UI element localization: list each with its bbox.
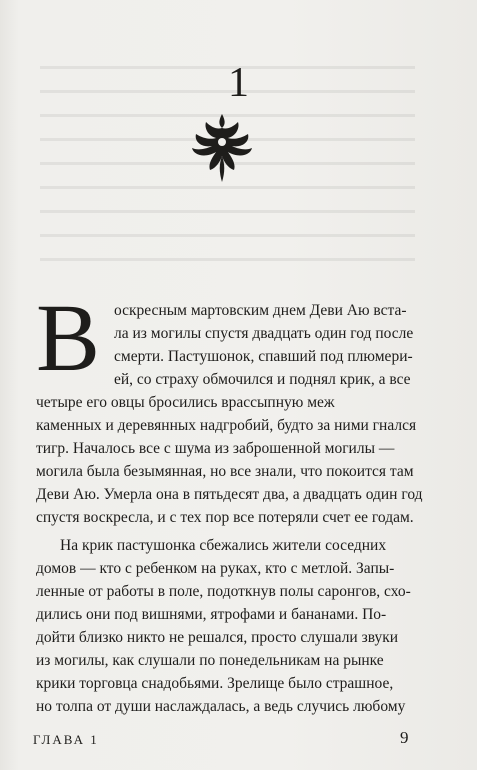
text-line: могила была безымянная, но все знали, что покоится там: [36, 463, 414, 480]
page-number: 9: [400, 728, 409, 747]
text-line: дойти близко никто не решался, просто слушали звуки: [36, 629, 399, 646]
text-line: дились они под вишнями, ятрофами и бананами. По-: [36, 606, 387, 623]
text-line: но толпа от души наслаждалась, а ведь случись любому: [36, 698, 406, 715]
running-footer: ГЛАВА 1: [33, 732, 99, 747]
text-line: домов — кто с ребенком на руках, кто с метлой. Запы-: [36, 560, 395, 577]
text-line: ла из могилы спустя двадцать один год после: [114, 325, 414, 342]
text-line: ленные от работы в поле, подоткнув полы саронгов, схо-: [36, 583, 411, 600]
text-line: смерти. Пастушонок, спавший под плюмери-: [114, 348, 413, 365]
text-line: Деви Аю. Умерла она в пятьдесят два, а двадцать один год: [36, 486, 423, 503]
text-line: из могилы, как слушали по понедельникам на рынке: [36, 652, 384, 669]
text-line: четыре его овцы бросились врассыпную меж: [36, 394, 335, 411]
damask-fleur-ornament-icon: [186, 112, 258, 184]
text-line: крики торговца снадобьями. Зрелище было страшное,: [36, 675, 394, 692]
text-line: тигр. Началось все с шума из заброшенной могилы —: [36, 440, 395, 457]
text-line: ей, со страху обмочился и поднял крик, а все: [114, 371, 411, 388]
text-line: спустя воскресла, и с тех пор все потеряли счет ее годам.: [36, 509, 414, 526]
text-line: каменных и деревянных надгробий, будто за ними гнался: [36, 417, 417, 434]
text-line: На крик пастушонка сбежались жители соседних: [60, 537, 387, 554]
drop-cap: В: [36, 284, 101, 391]
text-line: оскресным мартовским днем Деви Аю вста-: [114, 302, 407, 319]
chapter-number: 1: [228, 60, 249, 106]
